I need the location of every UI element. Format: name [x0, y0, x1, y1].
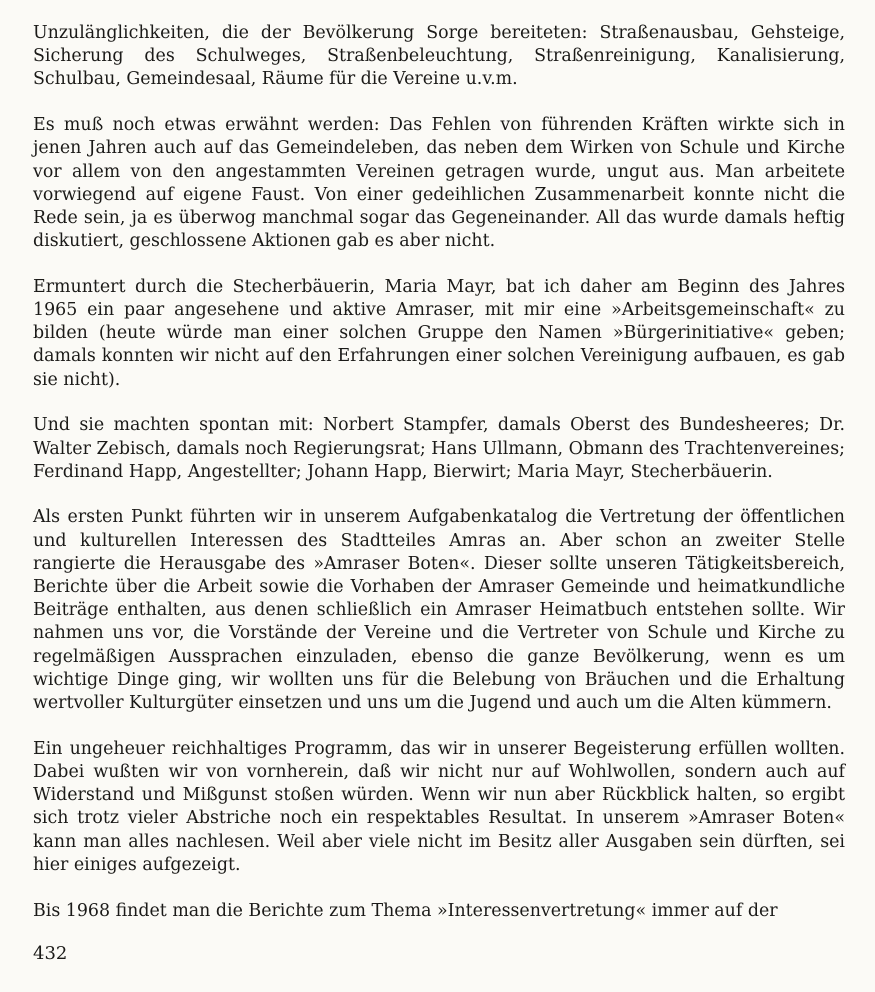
- paragraph-2: Es muß noch etwas erwähnt werden: Das Fehlen von führenden Kräften wirkte sich in jenen Jahren auch auf das Gemeindeleben, das neben dem Wirken von Schule und Kirche vor allem von den angestammten Vereinen getragen wurde, ungut aus. Man arbeitete vorwiegend auf eigene Faust. Von einer gedeihlichen Zusammenarbeit konnte nicht die Rede sein, ja es überwog manchmal sogar das Gegeneinander. All das wurde damals heftig diskutiert, geschlossene Aktionen gab es aber nicht.: [33, 115, 845, 252]
- paragraph-4: Und sie machten spontan mit: Norbert Stampfer, damals Oberst des Bundesheeres; Dr. Walter Zebisch, damals noch Regierungsrat; Hans Ullmann, Obmann des Trachtenvereines; Ferdinand Happ, Angestellter; Johann Happ, Bierwirt; Maria Mayr, Stecherbäuerin.: [33, 415, 845, 482]
- paragraph-3: Ermuntert durch die Stecherbäuerin, Maria Mayr, bat ich daher am Beginn des Jahres 1965 ein paar angesehene und aktive Amraser, mit mir eine »Arbeitsgemeinschaft« zu bilden (heute würde man einer solchen Gruppe den Namen »Bürgerinitiative« geben; damals konnten wir nicht auf den Erfahrungen einer solchen Vereinigung aufbauen, es gab sie nicht).: [33, 276, 845, 390]
- paragraph-5: Als ersten Punkt führten wir in unserem Aufgabenkatalog die Vertretung der öffentlichen und kulturellen Interessen des Stadtteiles Amras an. Aber schon an zweiter Stelle rangierte die Herausgabe des »Amraser Boten«. Dieser sollte unseren Tätigkeitsbereich, Berichte über die Arbeit sowie die Vorhaben der Amraser Gemeinde und heimatkundliche Beiträge enthalten, aus denen schließlich ein Amraser Heimatbuch entstehen sollte. Wir nahmen uns vor, die Vorstände der Vereine und die Vertreter von Schule und Kirche zu regelmäßigen Aussprachen einzuladen, ebenso die ganze Bevölkerung, wenn es um wichtige Dinge ging, wir wollten uns für die Belebung von Bräuchen und die Erhaltung wertvoller Kulturgüter einsetzen und uns um die Jugend und auch um die Alten kümmern.: [33, 507, 845, 714]
- paragraph-1: Unzulänglichkeiten, die der Bevölkerung Sorge bereiteten: Straßenausbau, Gehsteige, Sicherung des Schulweges, Straßenbeleuchtung, Straßenreinigung, Kanalisierung, Schulbau, Gemeindesaal, Räume für die Vereine u.v.m.: [33, 23, 845, 90]
- paragraph-7: Bis 1968 findet man die Berichte zum Thema »Interessenvertretung« immer auf der: [33, 900, 778, 921]
- body-text: [33, 22, 845, 945]
- page-number: 432: [33, 943, 68, 964]
- paragraph-6: Ein ungeheuer reichhaltiges Programm, das wir in unserer Begeisterung erfüllen wollten. Dabei wußten wir von vornherein, daß wir nicht nur auf Wohlwollen, sondern auch auf Widerstand und Mißgunst stoßen würden. Wenn wir nun aber Rückblick halten, so ergibt sich trotz vieler Abstriche noch ein respektables Resultat. In unserem »Amraser Boten« kann man alles nachlesen. Weil aber viele nicht im Besitz aller Ausgaben sein dürften, sei hier einiges aufgezeigt.: [33, 738, 845, 875]
